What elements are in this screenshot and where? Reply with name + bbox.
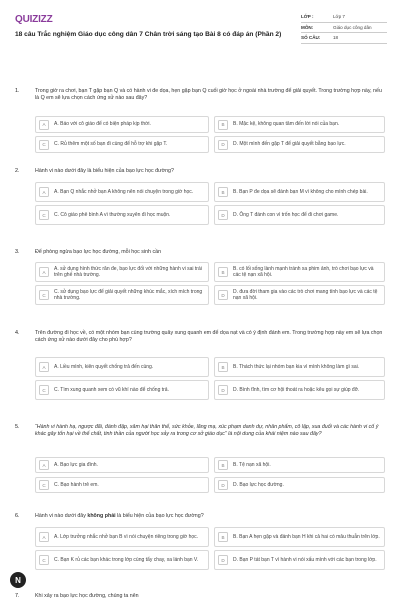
option-text: A. Liều mình, kiên quyết chống trả đến cùng. (54, 363, 154, 370)
option-text: C. Tìm xung quanh xem có vũ khí nào để chống trả. (54, 386, 169, 393)
option-letter: A (39, 362, 49, 372)
option-c[interactable] (35, 205, 209, 225)
option-text: D. Bạn P tát bạn T vì hành vi nói xấu mình với các bạn trong lớp. (233, 556, 377, 563)
option-d[interactable] (214, 380, 385, 400)
option-a[interactable] (35, 116, 209, 133)
floating-action-button[interactable] (10, 572, 26, 588)
option-letter: A (39, 460, 49, 470)
meta-class-row (301, 12, 387, 23)
question-text-emphasis: không phải (87, 513, 116, 519)
meta-subject-row (301, 23, 387, 34)
question-number: 6. (15, 513, 20, 519)
question-text: Hành vi nào dưới đây là biểu hiện của bạo lực học đường? (35, 168, 174, 174)
question-number: 7. (15, 593, 20, 599)
option-letter: A (39, 532, 49, 542)
option-letter: B (218, 267, 228, 277)
option-b[interactable] (214, 357, 385, 377)
option-a[interactable] (35, 182, 209, 202)
option-d[interactable] (214, 550, 385, 570)
option-text: B. Tệ nạn xã hội. (233, 461, 271, 468)
meta-class-value: Lớp 7 (333, 14, 345, 19)
option-letter: C (39, 480, 49, 490)
option-text: C. Bạo hành trẻ em. (54, 481, 99, 488)
option-text: D. Ông T đánh con vì trốn học để đi chơi game. (233, 211, 339, 218)
option-text: B. Mặc kệ, không quan tâm đến lời nói của bạn. (233, 121, 340, 128)
option-letter: B (218, 187, 228, 197)
question-text-after: là biểu hiện của bạo lực học đường? (115, 513, 204, 519)
option-text: C. Rủ thêm một số bạn đi cùng để hỗ trợ khi gặp T. (54, 141, 168, 148)
option-text: D. Bình tĩnh, tìm cơ hội thoát ra hoặc kêu gọi sự giúp đỡ. (233, 386, 360, 393)
option-letter: C (39, 555, 49, 565)
option-c[interactable] (35, 380, 209, 400)
option-letter: B (218, 460, 228, 470)
option-text: C. Cô giáo phê bình A vì thường xuyên đi học muộn. (54, 211, 171, 218)
option-letter: C (39, 210, 49, 220)
meta-subject-label: MÔN: (301, 24, 314, 30)
option-text: B. Bạn P đe dọa sẽ đánh bạn M vì không cho mình chép bài. (233, 188, 368, 195)
option-letter: C (39, 290, 49, 300)
option-a[interactable] (35, 357, 209, 377)
option-letter: A (39, 120, 49, 130)
option-text: C. sử dụng bạo lực để giải quyết những khúc mắc, xích mích trong nhà trường. (54, 288, 203, 301)
option-b[interactable] (214, 182, 385, 202)
question-text: Để phòng ngừa bạo lực học đường, mỗi học sinh cần (35, 249, 162, 255)
question-number: 3. (15, 249, 20, 255)
option-c[interactable] (35, 477, 209, 493)
option-b[interactable] (214, 262, 385, 282)
option-a[interactable] (35, 457, 209, 473)
option-text: D. Một mình đến gặp T để giải quyết bằng bạo lực. (233, 141, 346, 148)
question-text: “Hành vi hành hạ, ngược đãi, đánh đập, xâm hại thân thể, sức khỏe, lăng mạ, xúc phạm danh dự, nhân phẩm, cô lập, xua đuổi và các hành vi cố ý khác gây tổn hại về thể chất, tinh thần của người học xảy ra trong cơ sở giáo dục” là nội dung của khái niệm nào sau đây? (35, 424, 379, 437)
option-letter: C (39, 140, 49, 150)
option-text: A. Báo với cô giáo để có biện pháp kịp thời. (54, 121, 151, 128)
question-number: 2. (15, 168, 20, 174)
option-b[interactable] (214, 527, 385, 547)
option-letter: A (39, 267, 49, 277)
meta-class-label: LỚP : (301, 14, 314, 19)
meta-subject-value: Giáo dục công dân (333, 24, 372, 30)
question-text: Trên đường đi học về, có một nhóm bạn cùng trường quây xung quanh em để dọa nạt và có ý định đánh em. Trong trường hợp này em sẽ lựa chọn cách ứng xử nào dưới đây cho phù hợp? (35, 330, 383, 343)
question-number: 1. (15, 88, 20, 94)
option-d[interactable] (214, 477, 385, 493)
question-text: Trong giờ ra chơi, bạn T gặp bạn Q và có hành vi đe dọa, hẹn gặp bạn Q cuối giờ học ở ngoài nhà trường để giải quyết. Trong trường hợp này, nếu là Q em sẽ lựa chọn cách ứng xử nào sau đây? (35, 88, 382, 101)
quizizz-logo[interactable]: QUIZIZZ (15, 14, 53, 25)
option-letter: B (218, 120, 228, 130)
option-text: A. Bạn Q nhắc nhở bạn A không nên nói chuyện trong giờ học. (54, 188, 194, 195)
option-d[interactable] (214, 205, 385, 225)
option-letter: B (218, 532, 228, 542)
option-text: C. Bạn K rủ các bạn khác trong lớp cùng tẩy chay, xa lánh bạn V. (54, 556, 199, 563)
option-letter: D (218, 555, 228, 565)
option-a[interactable] (35, 527, 209, 547)
option-d[interactable] (214, 136, 385, 153)
option-letter: C (39, 385, 49, 395)
option-letter: D (218, 210, 228, 220)
option-letter: D (218, 140, 228, 150)
option-c[interactable] (35, 550, 209, 570)
option-letter: A (39, 187, 49, 197)
fab-label: N (15, 575, 21, 585)
question-text-before: Hành vi nào dưới đây (35, 513, 88, 519)
option-b[interactable] (214, 457, 385, 473)
option-c[interactable] (35, 285, 209, 305)
option-letter: D (218, 480, 228, 490)
option-text: D. Bạo lực học đường. (233, 481, 284, 488)
option-c[interactable] (35, 136, 209, 153)
option-b[interactable] (214, 116, 385, 133)
option-text: A. sử dụng hình thức răn đe, bạo lực đối với những hành vi sai trái trên ghế nhà trường. (54, 265, 202, 278)
question-text: Khi xảy ra bạo lực học đường, chúng ta nên (35, 593, 139, 599)
worksheet-header (15, 12, 385, 70)
question-number: 4. (15, 330, 20, 336)
option-letter: B (218, 362, 228, 372)
option-d[interactable] (214, 285, 385, 305)
meta-count-row (301, 33, 387, 44)
option-letter: D (218, 290, 228, 300)
page-title: 18 câu Trắc nghiệm Giáo dục công dân 7 Chân trời sáng tạo Bài 8 có đáp án (Phần 2) (15, 31, 282, 38)
option-text: B. Thách thức lại nhóm bạn kia vì mình không làm gì sai. (233, 363, 360, 370)
option-text: B. có lối sống lành mạnh tránh xa phim ảnh, trò chơi bạo lực và các tệ nạn xã hội. (233, 265, 374, 278)
meta-box (301, 12, 387, 44)
question-number: 5. (15, 424, 20, 430)
option-a[interactable] (35, 262, 209, 282)
option-text: B. Bạn A hẹn gặp và đánh bạn H khi cả hai có mâu thuẫn trên lớp. (233, 533, 380, 540)
meta-count-value: 18 (333, 35, 339, 41)
option-letter: D (218, 385, 228, 395)
option-text: A. Lớp trưởng nhắc nhở bạn B vì nói chuyện riêng trong giờ học. (54, 533, 199, 540)
question-text (35, 513, 385, 520)
option-text: A. Bạo lực gia đình. (54, 461, 98, 468)
meta-count-label: SỐ CÂU: (301, 35, 321, 41)
option-text: D. đưa đời tham gia vào các trò chơi mang tính bạo lực và các tệ nạn xã hội. (233, 288, 378, 301)
